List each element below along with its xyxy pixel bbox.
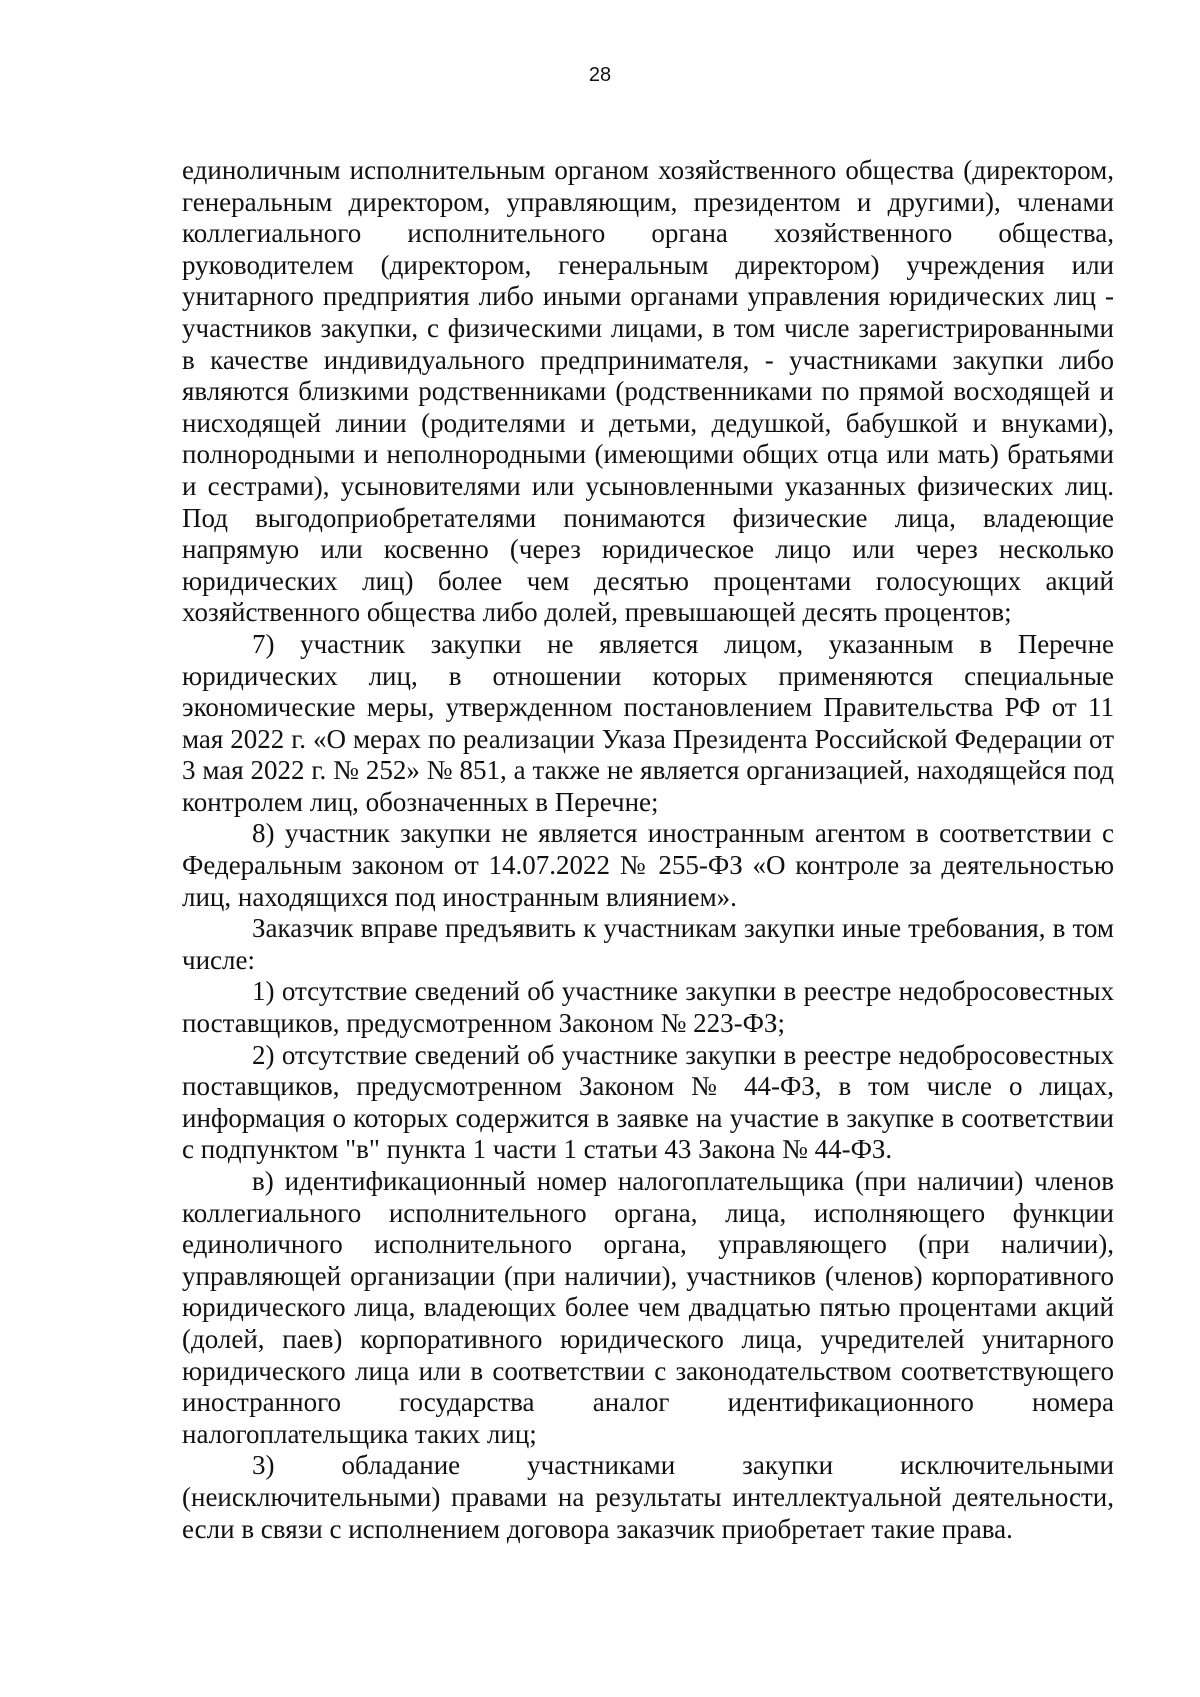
paragraph-item-7: 7) участник закупки не является лицом, указанным в Перечне юридических лиц, в отношении которых применяются специальные экономические меры, утвержденном постановлением Правительства РФ от 11 мая 2022 г. «О мерах по реализации Указа Президента Российской Федерации от 3 мая 2022 г. № 252» № 851, а также не является организацией, находящейся под контролем лиц, обозначенных в Перечне;: [182, 628, 1114, 817]
paragraph-requirement-2: 2) отсутствие сведений об участнике закупки в реестре недобросовестных поставщиков, предусмотренном Законом № 44-ФЗ, в том числе о лицах, информация о которых содержится в заявке на участие в закупке в соответствии с подпунктом "в" пункта 1 части 1 статьи 43 Закона № 44-ФЗ.: [182, 1039, 1114, 1165]
paragraph-requirement-v: в) идентификационный номер налогоплательщика (при наличии) членов коллегиального исполнительного органа, лица, исполняющего функции единоличного исполнительного органа, управляющего (при наличии), управляющей организации (при наличии), участников (членов) корпоративного юридического лица, владеющих более чем двадцатью пятью процентами акций (долей, паев) корпоративного юридического лица, учредителей унитарного юридического лица или в соответствии с законодательством соответствующего иностранного государства аналог идентификационного номера налогоплательщика таких лиц;: [182, 1166, 1114, 1449]
paragraph-item-8: 8) участник закупки не является иностранным агентом в соответствии с Федеральным законом от 14.07.2022 № 255-ФЗ «О контроле за деятельностью лиц, находящихся под иностранным влиянием».: [182, 818, 1114, 912]
paragraph-continuation: единоличным исполнительным органом хозяйственного общества (директором, генеральным директором, управляющим, президентом и другими), членами коллегиального исполнительного органа хозяйственного общества, руководителем (директором, генеральным директором) учреждения или унитарного предприятия либо иными органами управления юридических лиц - участников закупки, с физическими лицами, в том числе зарегистрированными в качестве индивидуального предпринимателя, - участниками закупки либо являются близкими родственниками (родственниками по прямой восходящей и нисходящей линии (родителями и детьми, дедушкой, бабушкой и внуками), полнородными и неполнородными (имеющими общих отца или мать) братьями и сестрами), усыновителями или усыновленными указанных физических лиц. Под выгодоприобретателями понимаются физические лица, владеющие напрямую или косвенно (через юридическое лицо или через несколько юридических лиц) более чем десятью процентами голосующих акций хозяйственного общества либо долей, превышающей десять процентов;: [182, 155, 1114, 628]
paragraph-requirement-1: 1) отсутствие сведений об участнике закупки в реестре недобросовестных поставщиков, предусмотренном Законом № 223-ФЗ;: [182, 976, 1114, 1039]
paragraph-requirement-3: 3) обладание участниками закупки исключительными (неисключительными) правами на результаты интеллектуальной деятельности, если в связи с исполнением договора заказчик приобретает такие права.: [182, 1450, 1114, 1544]
document-body: [182, 155, 1114, 1545]
page-number: 28: [588, 64, 612, 86]
paragraph-additional-requirements: Заказчик вправе предъявить к участникам закупки иные требования, в том числе:: [182, 913, 1114, 975]
